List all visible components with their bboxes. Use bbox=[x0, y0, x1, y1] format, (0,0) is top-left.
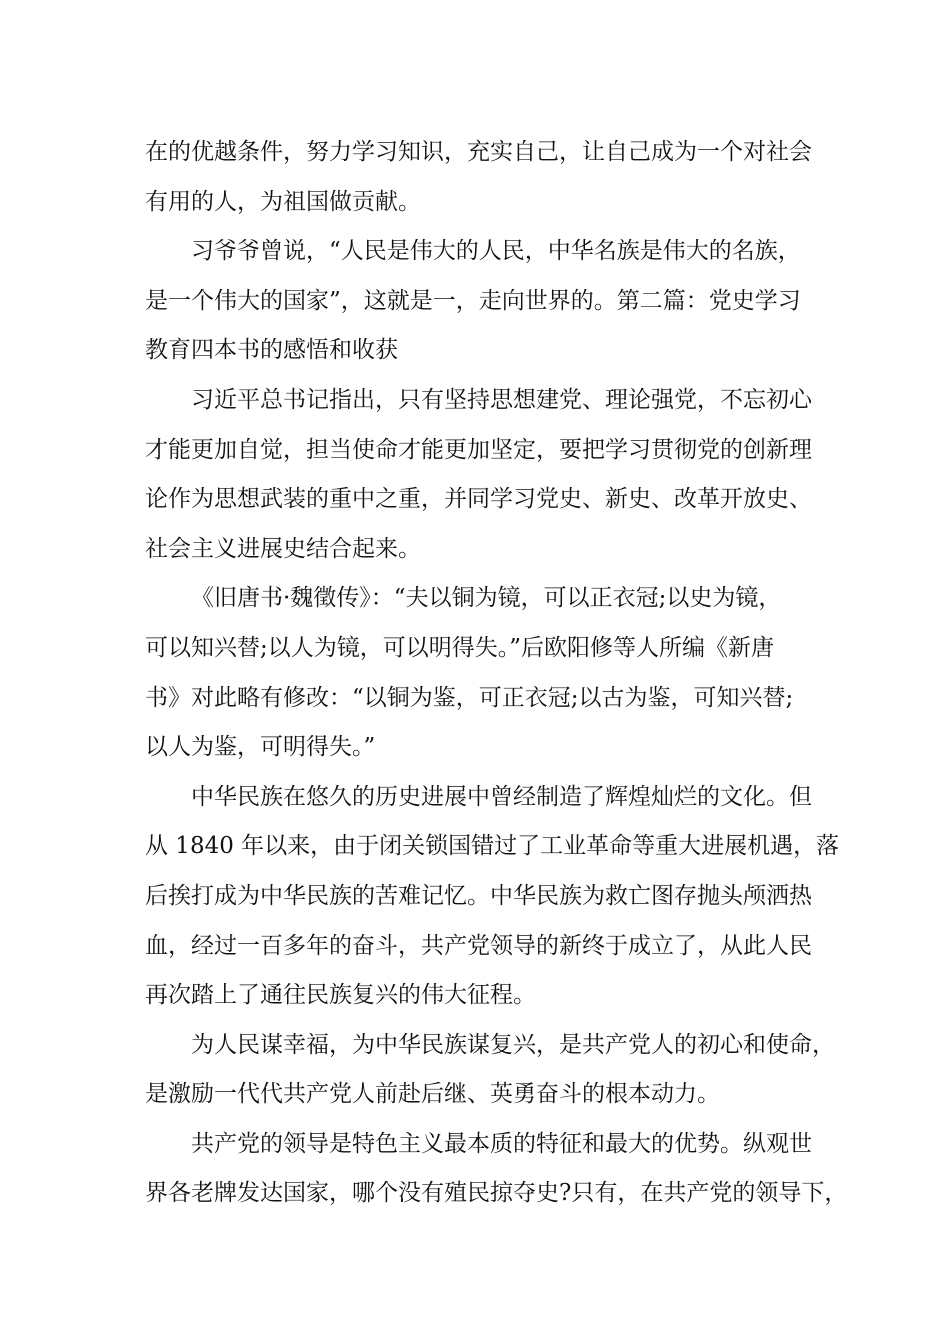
text-line: 是激励一代代共产党人前赴后继、英勇奋斗的根本动力。 bbox=[145, 1081, 720, 1108]
text-line: 从 1840 年以来，由于闭关锁国错过了工业革命等重大进展机遇，落 bbox=[145, 833, 840, 860]
text-line: 有用的人，为祖国做贡献。 bbox=[145, 188, 421, 215]
text-line: 是一个伟大的国家”，这就是一，走向世界的。第二篇：党史学习 bbox=[145, 287, 801, 314]
document-body bbox=[145, 128, 848, 1219]
paragraph-start-line: 习爷爷曾说，“人民是伟大的人民，中华名族是伟大的名族， bbox=[191, 238, 801, 265]
paragraph-start-line: 为人民谋幸福，为中华民族谋复兴，是共产党人的初心和使命， bbox=[191, 1031, 835, 1058]
text-line: 在的优越条件，努力学习知识，充实自己，让自己成为一个对社会 bbox=[145, 139, 812, 165]
paragraph-start-line: 习近平总书记指出，只有坚持思想建党、理论强党，不忘初心 bbox=[191, 386, 812, 413]
text-line: 才能更加自觉，担当使命才能更加坚定，要把学习贯彻党的创新理 bbox=[145, 436, 812, 463]
text-line: 后挨打成为中华民族的苦难记忆。中华民族为救亡图存抛头颅洒热 bbox=[145, 882, 812, 909]
paragraph-start-line: 《旧唐书·魏徵传》：“夫以铜为镜，可以正衣冠;以史为镜， bbox=[191, 585, 782, 612]
text-line: 论作为思想武装的重中之重，并同学习党史、新史、改革开放史、 bbox=[145, 486, 812, 513]
text-line: 界各老牌发达国家，哪个没有殖民掠夺史?只有，在共产党的领导下， bbox=[145, 1180, 848, 1207]
text-line: 再次踏上了通往民族复兴的伟大征程。 bbox=[145, 982, 536, 1009]
text-line: 书》对此略有修改：“以铜为鉴，可正衣冠;以古为鉴，可知兴替; bbox=[145, 684, 794, 711]
text-line: 以人为鉴，可明得失。” bbox=[145, 734, 376, 761]
paragraph-start-line: 中华民族在悠久的历史进展中曾经制造了辉煌灿烂的文化。但 bbox=[191, 783, 812, 810]
paragraph-start-line: 共产党的领导是特色主义最本质的特征和最大的优势。纵观世 bbox=[191, 1130, 812, 1157]
text-line: 教育四本书的感悟和收获 bbox=[145, 337, 398, 364]
text-line: 可以知兴替;以人为镜，可以明得失。”后欧阳修等人所编《新唐 bbox=[145, 634, 775, 661]
text-line: 血，经过一百多年的奋斗，共产党领导的新终于成立了，从此人民 bbox=[145, 932, 812, 959]
text-line: 社会主义进展史结合起来。 bbox=[145, 535, 421, 562]
